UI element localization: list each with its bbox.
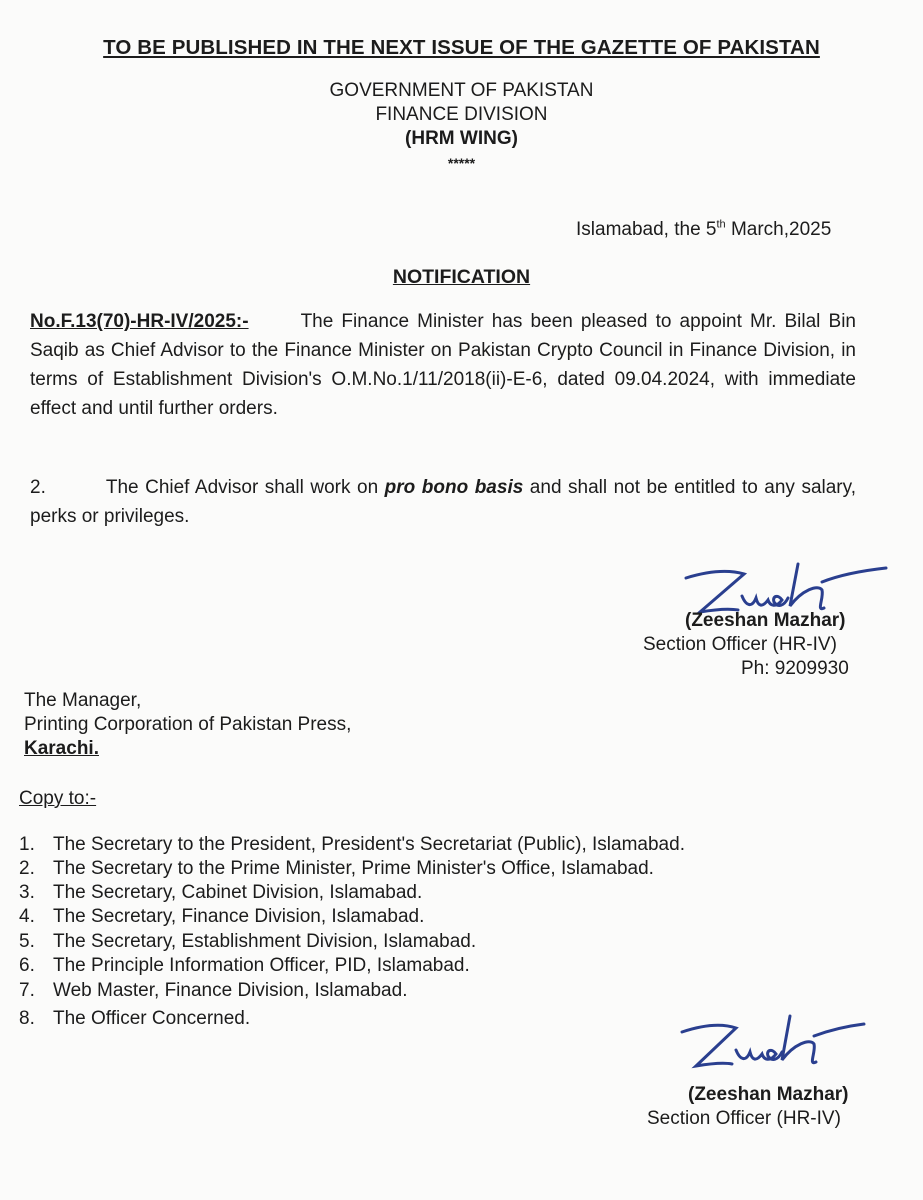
date-ordinal-suffix: th [716,218,726,231]
addressee-line-1: The Manager, [24,690,142,711]
paragraph-2-text-before: The Chief Advisor shall work on [105,477,385,498]
list-item: 7. Web Master, Finance Division, Islamabad. [19,980,408,1001]
signatory-name-2: (Zeeshan Mazhar) [688,1084,849,1105]
handwritten-signature-2 [670,1010,870,1080]
paragraph-2 [30,473,856,531]
list-item: 6. The Principle Information Officer, PID, Islamabad. [19,955,470,976]
paragraph-1-text: The Finance Minister has been pleased to appoint Mr. Bilal Bin Saqib as Chief Advisor to the Finance Minister on Pakistan Crypto Council in Finance Division, in terms of Establishment Division's O.M.No.1/11/2018(ii)-E-6, dated 09.04.2024, with immediate effect and until further orders. [30,311,856,419]
paragraph-2-text-after: and shall not be entitled to any salary, perks or privileges. [30,477,856,527]
gazette-publication-line: TO BE PUBLISHED IN THE NEXT ISSUE OF THE GAZETTE OF PAKISTAN [103,36,820,59]
notification-title: NOTIFICATION [392,266,531,288]
list-item: 1. The Secretary to the President, President's Secretariat (Public), Islamabad. [19,834,685,855]
paragraph-1 [30,307,856,423]
reference-number: No.F.13(70)-HR-IV/2025:- [30,311,249,332]
signatory-designation-2: Section Officer (HR-IV) [647,1108,841,1129]
addressee-city: Karachi. [24,738,99,759]
paragraph-2-number: 2. [30,477,46,498]
signatory-phone-1: Ph: 9209930 [741,658,849,679]
list-item: 4. The Secretary, Finance Division, Islamabad. [19,906,425,927]
signatory-designation-1: Section Officer (HR-IV) [643,634,837,655]
list-item: 3. The Secretary, Cabinet Division, Islamabad. [19,882,423,903]
list-item: 5. The Secretary, Establishment Division, Islamabad. [19,931,477,952]
division-heading: FINANCE DIVISION [375,104,548,125]
government-heading: GOVERNMENT OF PAKISTAN [329,80,594,101]
pro-bono-emphasis: pro bono basis [384,477,524,498]
date-prefix: Islamabad, the 5 [576,219,717,240]
wing-heading: (HRM WING) [405,128,518,149]
date-rest: March,2025 [725,219,832,240]
list-item: 2. The Secretary to the Prime Minister, Prime Minister's Office, Islamabad. [19,858,654,879]
signatory-name-1: (Zeeshan Mazhar) [685,610,846,631]
issue-date [576,219,831,241]
copy-to-heading: Copy to:- [19,788,97,809]
list-item: 8. The Officer Concerned. [19,1008,251,1029]
separator-stars: ***** [447,155,476,171]
addressee-line-2: Printing Corporation of Pakistan Press, [24,714,352,735]
